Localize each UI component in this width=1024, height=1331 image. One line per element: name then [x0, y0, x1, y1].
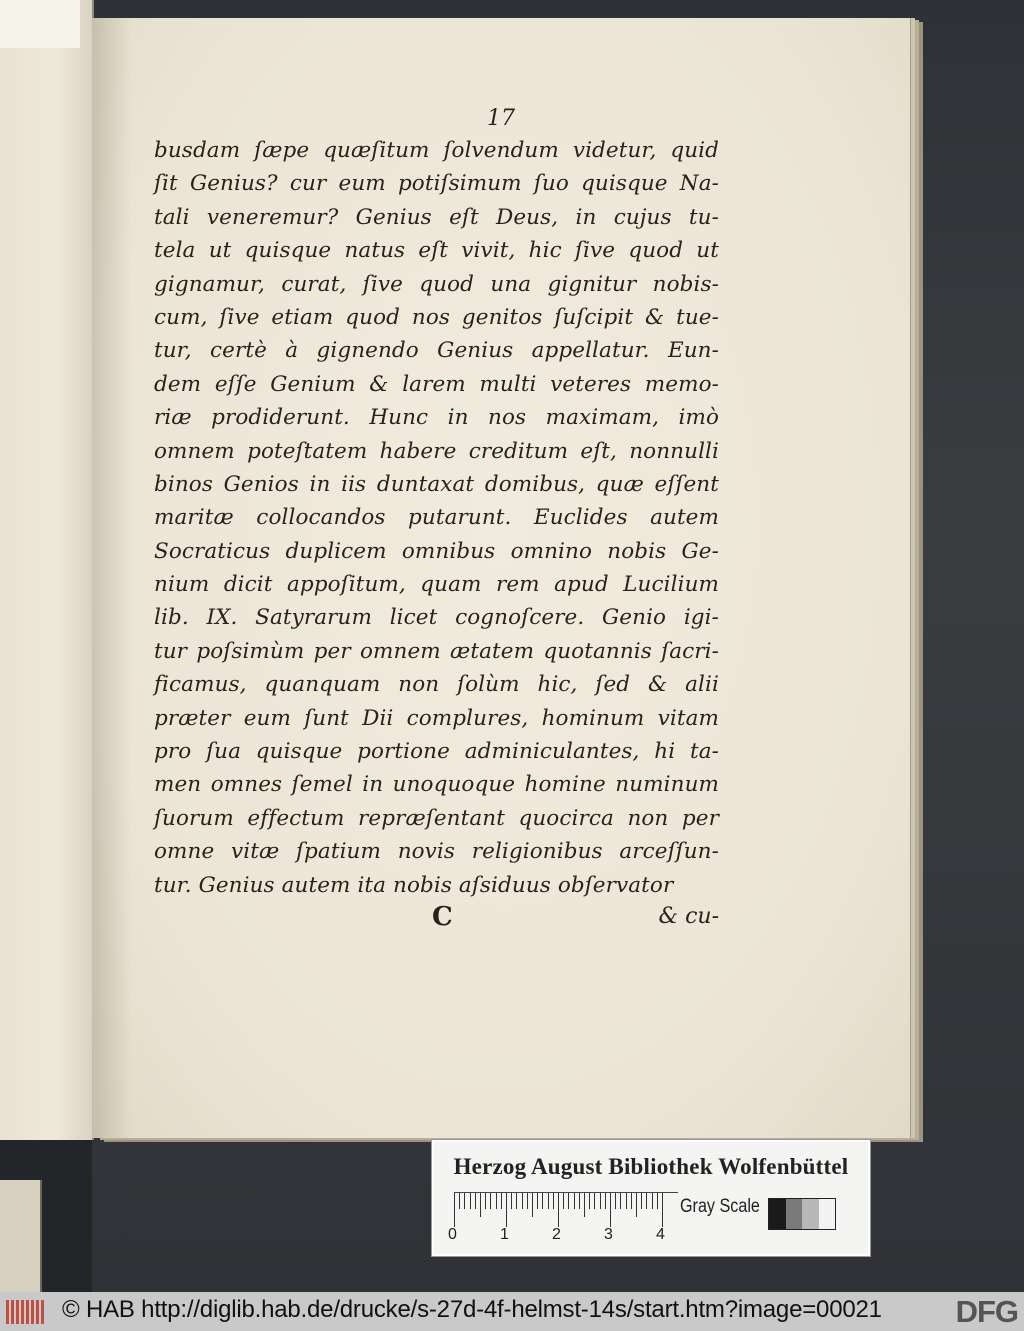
text-line: tela ut quisque natus eſt vivit, hic ſive quod ut — [154, 238, 719, 264]
text-line: omnem poteſtatem habere creditum eſt, nonnulli — [154, 438, 719, 464]
ruler-number: 0 — [448, 1226, 457, 1243]
text-line: tali veneremur? Genius eſt Deus, in cujus tu- — [154, 204, 719, 230]
ruler-tick — [506, 1193, 507, 1227]
text-line: men omnes ſemel in unoquoque homine numinum — [154, 772, 719, 798]
book-spine-edge — [0, 1180, 42, 1292]
ruler-tick — [480, 1193, 481, 1217]
ruler-tick — [662, 1193, 663, 1227]
ruler-tick — [641, 1193, 642, 1209]
text-line: ſuorum effectum repræſentant quocirca non per — [154, 805, 719, 831]
ruler-tick — [626, 1193, 627, 1209]
ruler-tick — [553, 1193, 554, 1209]
gray-patch — [802, 1199, 819, 1229]
ruler-tick — [584, 1193, 585, 1217]
ruler-tick — [459, 1193, 460, 1209]
ruler-tick — [558, 1193, 559, 1227]
dfg-logo: DFG — [955, 1294, 1018, 1329]
ruler-tick — [652, 1193, 653, 1209]
text-line: maritæ collocandos putarunt. Euclides autem — [154, 505, 719, 531]
ruler-tick — [636, 1193, 637, 1217]
catchword: & cu- — [658, 904, 719, 929]
gutter-shadow — [92, 18, 132, 1138]
source-url-link[interactable]: © HAB http://diglib.hab.de/drucke/s-27d-4f-helmst-14s/start.htm?image=00021 — [62, 1296, 882, 1323]
ruler-labels — [448, 1226, 688, 1248]
text-line: riæ prodiderunt. Hunc in nos maximam, imò — [154, 405, 719, 431]
ruler-tick — [485, 1193, 486, 1209]
ruler-tick — [454, 1193, 455, 1227]
gray-patch — [769, 1199, 786, 1229]
text-line: tur. Genius autem ita nobis aſsiduus obſervator — [154, 872, 674, 898]
ruler-tick — [511, 1193, 512, 1209]
ruler-tick — [516, 1193, 517, 1209]
library-name: Herzog August Bibliothek Wolfenbüttel — [453, 1154, 849, 1179]
ruler-number: 2 — [552, 1226, 561, 1243]
ruler-tick — [631, 1193, 632, 1209]
viewer-footer-bar — [0, 1292, 1024, 1331]
ruler-number: 3 — [604, 1226, 613, 1243]
barcode-icon — [6, 1300, 46, 1324]
ruler-tick — [527, 1193, 528, 1209]
text-line: omne vitæ ſpatium novis religionibus arceſſun- — [154, 839, 719, 865]
ruler-tick — [594, 1193, 595, 1209]
page-text-block — [154, 134, 719, 902]
centimeter-ruler — [454, 1192, 678, 1229]
text-line: tur poſsimùm per omnem ætatem quotannis ſacri- — [154, 638, 719, 664]
text-line: lib. IX. Satyrarum licet cognoſcere. Genio igi- — [154, 605, 719, 631]
page-footer-row — [154, 902, 719, 942]
ruler-tick — [589, 1193, 590, 1209]
ruler-tick — [579, 1193, 580, 1209]
gray-scale-patches — [768, 1198, 836, 1230]
ruler-tick — [610, 1193, 611, 1227]
gray-patch — [786, 1199, 803, 1229]
ruler-tick — [475, 1193, 476, 1209]
ruler-number: 4 — [656, 1226, 665, 1243]
signature-mark: C — [432, 902, 453, 932]
text-line: præter eum ſunt Dii complures, hominum vitam — [154, 705, 719, 731]
text-line: ficamus, quanquam non ſolùm hic, ſed & alii — [154, 672, 719, 698]
ruler-tick — [522, 1193, 523, 1209]
leaf-corner — [0, 0, 80, 48]
text-line: binos Genios in iis duntaxat domibus, quæ eſſent — [154, 471, 719, 497]
ruler-tick — [568, 1193, 569, 1209]
ruler-tick — [501, 1193, 502, 1209]
text-line: tur, certè à gignendo Genius appellatur. Eun- — [154, 338, 719, 364]
text-line: ſit Genius? cur eum potiſsimum ſuo quisque Na- — [154, 171, 719, 197]
ruler-tick — [470, 1193, 471, 1209]
text-line: Socraticus duplicem omnibus omnino nobis Ge- — [154, 538, 719, 564]
ruler-tick — [605, 1193, 606, 1209]
ruler-tick — [646, 1193, 647, 1209]
gray-patch — [819, 1199, 836, 1229]
ruler-tick — [615, 1193, 616, 1209]
color-scale-card — [432, 1140, 870, 1256]
book-page — [92, 18, 911, 1138]
ruler-tick — [542, 1193, 543, 1209]
ruler-tick — [563, 1193, 564, 1209]
previous-page-edge — [0, 0, 94, 1140]
text-line: dem eſſe Genium & larem multi veteres memo- — [154, 371, 719, 397]
ruler-tick — [537, 1193, 538, 1209]
text-line: busdam ſæpe quæſitum ſolvendum videtur, quid — [154, 138, 719, 163]
gray-scale-label: Gray Scale — [680, 1196, 760, 1217]
text-line: cum, ſive etiam quod nos genitos ſuſcipit & tue- — [154, 304, 719, 330]
ruler-number: 1 — [500, 1226, 509, 1243]
ruler-tick — [620, 1193, 621, 1209]
ruler-tick — [490, 1193, 491, 1209]
ruler-tick — [532, 1193, 533, 1217]
ruler-tick — [600, 1193, 601, 1209]
ruler-tick — [496, 1193, 497, 1209]
text-line: gignamur, curat, ſive quod una gignitur nobis- — [154, 271, 719, 297]
ruler-tick — [657, 1193, 658, 1209]
text-line: pro ſua quisque portione adminiculantes, hi ta- — [154, 739, 719, 765]
ruler-tick — [464, 1193, 465, 1209]
page-number: 17 — [487, 106, 515, 131]
ruler-tick — [574, 1193, 575, 1209]
ruler-tick — [548, 1193, 549, 1209]
text-line: nium dicit appoſitum, quam rem apud Lucilium — [154, 572, 719, 598]
